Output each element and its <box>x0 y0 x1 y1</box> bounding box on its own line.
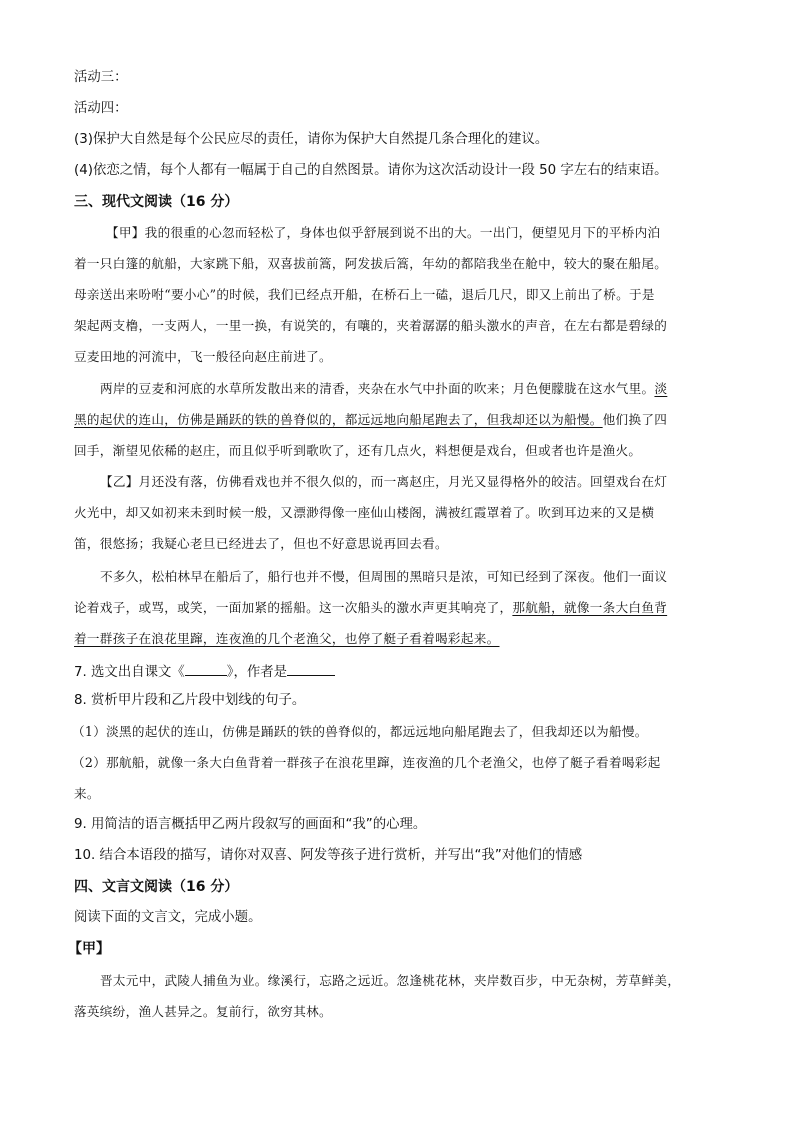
passage-para4-line: 不多久，松柏林早在船后了，船行也并不慢，但周围的黑暗只是浓，可知已经到了深夜。他们一面议 <box>100 569 668 584</box>
passage-jia-line: 【甲】我的很重的心忽而轻松了，身体也似乎舒展到说不出的大。一出门，便望见月下的平桥内泊 <box>106 225 661 240</box>
answer-blank[interactable] <box>287 661 335 676</box>
passage-text: 他们换了四 <box>602 412 668 427</box>
activity-four: 活动四： <box>74 101 128 116</box>
q7-text-b: 》，作者是 <box>226 665 288 680</box>
passage-text: 论着戏子，或骂，或笑，一面加紧的摇船。这一次船头的激水声更其响亮了， <box>74 600 513 615</box>
underlined-sentence: 着一群孩子在浪花里蹿，连夜渔的几个老渔父，也停了艇子看着喝彩起来。 <box>74 631 500 646</box>
question-8-part-1: （1）淡黑的起伏的连山，仿佛是踊跃的铁的兽脊似的，都远远地向船尾跑去了，但我却还以为船慢。 <box>72 724 648 739</box>
passage-jia-line: 着一只白篷的航船，大家跳下船，双喜拔前篙，阿发拔后篙，年幼的都陪我坐在舱中，较大的聚在船尾。 <box>74 256 668 271</box>
passage-text: 两岸的豆麦和河底的水草所发散出来的清香，夹杂在水气中扑面的吹来；月色便朦胧在这水气里。 <box>100 381 655 396</box>
activity-three: 活动三： <box>74 70 128 85</box>
passage-para2-line <box>100 380 667 398</box>
question-8-part-2-cont: 来。 <box>74 786 100 801</box>
passage-para2-line <box>74 411 667 429</box>
passage-jia-line: 豆麦田地的河流中，飞一般径向赵庄前进了。 <box>74 349 332 364</box>
section-4-intro: 阅读下面的文言文，完成小题。 <box>74 910 262 925</box>
classical-text-line: 晋太元中，武陵人捕鱼为业。缘溪行，忘路之远近。忽逢桃花林，夹岸数百步，中无杂树，芳草鲜美， <box>100 973 681 988</box>
passage-para4-line <box>74 599 667 617</box>
passage-jia-line: 架起两支橹，一支两人，一里一换，有说笑的，有嚷的，夹着潺潺的船头激水的声音，在左右都是碧绿的 <box>74 318 668 333</box>
passage-para2-line: 回手，渐望见依稀的赵庄，而且似乎听到歌吹了，还有几点火，料想便是戏台，但或者也许是渔火。 <box>74 443 642 458</box>
question-8: 8. 赏析甲片段和乙片段中划线的句子。 <box>74 693 306 708</box>
classical-text-line: 落英缤纷，渔人甚异之。复前行，欲穷其林。 <box>74 1004 332 1019</box>
passage-para4-line <box>74 630 500 648</box>
passage-yi-line: 笛，很悠扬；我疑心老旦已经进去了，但也不好意思说再回去看。 <box>74 536 448 551</box>
q7-text-a: 7. 选文出自课文《 <box>74 665 185 680</box>
question-7 <box>74 661 335 682</box>
underlined-sentence: 那航船，就像一条大白鱼背 <box>512 600 668 615</box>
question-9: 9. 用简洁的语言概括甲乙两片段叙写的画面和“我”的心理。 <box>74 817 427 832</box>
passage-yi-line: 火光中，却又如初来未到时候一般，又漂渺得像一座仙山楼阁，满被红霞罩着了。吹到耳边来的又是横 <box>74 505 655 520</box>
question-4: (4)依恋之情，每个人都有一幅属于自己的自然图景。请你为这次活动设计一段 50 字左右的结束语。 <box>74 163 668 178</box>
section-3-title: 三、现代文阅读（16 分） <box>74 194 239 210</box>
underlined-sentence: 淡 <box>654 381 668 396</box>
underlined-sentence: 黑的起伏的连山，仿佛是踊跃的铁的兽脊似的，都远远地向船尾跑去了，但我却还以为船慢。 <box>74 412 603 427</box>
section-4-title: 四、文言文阅读（16 分） <box>74 879 239 895</box>
question-8-part-2: （2）那航船，就像一条大白鱼背着一群孩子在浪花里蹿，连夜渔的几个老渔父，也停了艇子看着喝彩起 <box>72 755 661 770</box>
passage-yi-line: 【乙】月还没有落，仿佛看戏也并不很久似的，而一离赵庄，月光又显得格外的皎洁。回望戏台在灯 <box>100 474 668 489</box>
passage-jia-line: 母亲送出来吩咐“要小心”的时候，我们已经点开船，在桥石上一磕，退后几尺，即又上前出了桥。于是 <box>74 287 655 302</box>
question-3: (3)保护大自然是每个公民应尽的责任，请你为保护大自然提几条合理化的建议。 <box>74 132 549 147</box>
question-10: 10. 结合本语段的描写，请你对双喜、阿发等孩子进行赏析，并写出“我”对他们的情感 <box>74 848 583 863</box>
answer-blank[interactable] <box>185 661 227 676</box>
passage-label-jia: 【甲】 <box>68 941 110 957</box>
